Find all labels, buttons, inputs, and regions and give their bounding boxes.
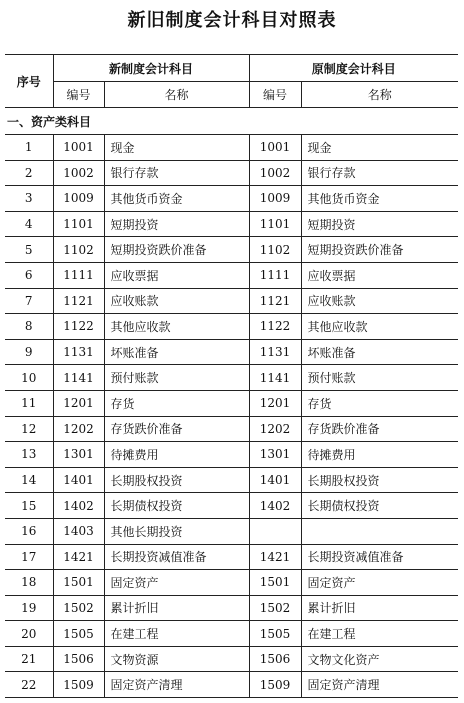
old-code-cell: 1101 bbox=[249, 211, 301, 237]
table-row bbox=[5, 544, 458, 570]
table-row bbox=[5, 493, 458, 519]
seq-cell: 20 bbox=[5, 621, 53, 647]
seq-cell: 9 bbox=[5, 339, 53, 365]
new-name-cell: 在建工程 bbox=[104, 621, 249, 647]
old-name-cell: 长期债权投资 bbox=[301, 493, 458, 519]
table-row bbox=[5, 314, 458, 340]
new-name-cell: 固定资产 bbox=[104, 570, 249, 596]
new-name-cell: 银行存款 bbox=[104, 160, 249, 186]
section-heading: 一、资产类科目 bbox=[5, 108, 458, 135]
table-row bbox=[5, 160, 458, 186]
old-code-cell: 1301 bbox=[249, 442, 301, 468]
new-name-cell: 长期投资减值准备 bbox=[104, 544, 249, 570]
old-name-cell: 存货 bbox=[301, 390, 458, 416]
new-name-cell: 长期股权投资 bbox=[104, 467, 249, 493]
old-name-cell: 短期投资跌价准备 bbox=[301, 237, 458, 263]
table-row bbox=[5, 135, 458, 161]
new-code-cell: 1505 bbox=[53, 621, 104, 647]
old-name-cell: 待摊费用 bbox=[301, 442, 458, 468]
seq-cell: 3 bbox=[5, 186, 53, 212]
seq-cell: 6 bbox=[5, 262, 53, 288]
new-code-cell: 1102 bbox=[53, 237, 104, 263]
old-code-cell: 1001 bbox=[249, 135, 301, 161]
old-name-cell: 固定资产 bbox=[301, 570, 458, 596]
seq-cell: 12 bbox=[5, 416, 53, 442]
old-name-cell: 预付账款 bbox=[301, 365, 458, 391]
page-title: 新旧制度会计科目对照表 bbox=[127, 10, 337, 31]
old-name-header: 名称 bbox=[301, 82, 458, 108]
new-code-cell: 1509 bbox=[53, 672, 104, 698]
new-code-cell: 1403 bbox=[53, 518, 104, 544]
seq-cell: 18 bbox=[5, 570, 53, 596]
old-code-cell: 1002 bbox=[249, 160, 301, 186]
new-code-header: 编号 bbox=[53, 82, 104, 108]
old-code-cell: 1509 bbox=[249, 672, 301, 698]
new-code-cell: 1101 bbox=[53, 211, 104, 237]
seq-cell: 13 bbox=[5, 442, 53, 468]
seq-cell: 17 bbox=[5, 544, 53, 570]
new-code-cell: 1121 bbox=[53, 288, 104, 314]
new-name-header: 名称 bbox=[104, 82, 249, 108]
old-name-cell bbox=[301, 518, 458, 544]
table-row bbox=[5, 288, 458, 314]
old-code-cell: 1121 bbox=[249, 288, 301, 314]
old-name-cell: 银行存款 bbox=[301, 160, 458, 186]
new-name-cell: 现金 bbox=[104, 135, 249, 161]
table-row bbox=[5, 211, 458, 237]
old-name-cell: 存货跌价准备 bbox=[301, 416, 458, 442]
new-code-cell: 1122 bbox=[53, 314, 104, 340]
seq-cell: 11 bbox=[5, 390, 53, 416]
old-code-cell: 1131 bbox=[249, 339, 301, 365]
old-system-header: 原制度会计科目 bbox=[249, 55, 458, 82]
table-row bbox=[5, 390, 458, 416]
account-comparison-table bbox=[5, 54, 458, 698]
new-code-cell: 1202 bbox=[53, 416, 104, 442]
table-row bbox=[5, 646, 458, 672]
new-name-cell: 短期投资跌价准备 bbox=[104, 237, 249, 263]
table-row bbox=[5, 262, 458, 288]
seq-cell: 8 bbox=[5, 314, 53, 340]
table-header bbox=[5, 55, 458, 108]
seq-cell: 10 bbox=[5, 365, 53, 391]
seq-cell: 21 bbox=[5, 646, 53, 672]
new-code-cell: 1002 bbox=[53, 160, 104, 186]
new-code-cell: 1501 bbox=[53, 570, 104, 596]
old-name-cell: 文物文化资产 bbox=[301, 646, 458, 672]
old-code-cell: 1009 bbox=[249, 186, 301, 212]
table-row bbox=[5, 672, 458, 698]
seq-cell: 16 bbox=[5, 518, 53, 544]
new-code-cell: 1402 bbox=[53, 493, 104, 519]
old-code-cell: 1401 bbox=[249, 467, 301, 493]
old-code-cell: 1122 bbox=[249, 314, 301, 340]
old-code-cell: 1505 bbox=[249, 621, 301, 647]
table-body bbox=[5, 108, 458, 698]
seq-cell: 7 bbox=[5, 288, 53, 314]
new-code-cell: 1401 bbox=[53, 467, 104, 493]
old-name-cell: 固定资产清理 bbox=[301, 672, 458, 698]
table-row bbox=[5, 416, 458, 442]
old-name-cell: 短期投资 bbox=[301, 211, 458, 237]
seq-cell: 14 bbox=[5, 467, 53, 493]
new-name-cell: 应收账款 bbox=[104, 288, 249, 314]
seq-cell: 5 bbox=[5, 237, 53, 263]
new-code-cell: 1301 bbox=[53, 442, 104, 468]
new-code-cell: 1502 bbox=[53, 595, 104, 621]
table-row bbox=[5, 467, 458, 493]
seq-cell: 19 bbox=[5, 595, 53, 621]
seq-cell: 22 bbox=[5, 672, 53, 698]
old-name-cell: 其他货币资金 bbox=[301, 186, 458, 212]
old-code-cell: 1506 bbox=[249, 646, 301, 672]
new-name-cell: 累计折旧 bbox=[104, 595, 249, 621]
old-code-cell: 1141 bbox=[249, 365, 301, 391]
table-row bbox=[5, 442, 458, 468]
seq-cell: 2 bbox=[5, 160, 53, 186]
old-name-cell: 长期股权投资 bbox=[301, 467, 458, 493]
new-name-cell: 其他应收款 bbox=[104, 314, 249, 340]
seq-header: 序号 bbox=[5, 55, 53, 108]
old-code-cell: 1111 bbox=[249, 262, 301, 288]
old-code-cell: 1502 bbox=[249, 595, 301, 621]
new-name-cell: 其他长期投资 bbox=[104, 518, 249, 544]
table-row bbox=[5, 339, 458, 365]
old-name-cell: 在建工程 bbox=[301, 621, 458, 647]
new-name-cell: 短期投资 bbox=[104, 211, 249, 237]
table-row bbox=[5, 365, 458, 391]
table-row bbox=[5, 186, 458, 212]
old-name-cell: 其他应收款 bbox=[301, 314, 458, 340]
new-system-header: 新制度会计科目 bbox=[53, 55, 249, 82]
new-name-cell: 长期债权投资 bbox=[104, 493, 249, 519]
old-name-cell: 应收票据 bbox=[301, 262, 458, 288]
old-code-cell: 1501 bbox=[249, 570, 301, 596]
old-code-cell: 1402 bbox=[249, 493, 301, 519]
new-name-cell: 应收票据 bbox=[104, 262, 249, 288]
table-row bbox=[5, 518, 458, 544]
old-code-cell: 1201 bbox=[249, 390, 301, 416]
old-code-cell: 1102 bbox=[249, 237, 301, 263]
table-row bbox=[5, 570, 458, 596]
table-row bbox=[5, 237, 458, 263]
seq-cell: 15 bbox=[5, 493, 53, 519]
seq-cell: 1 bbox=[5, 135, 53, 161]
old-name-cell: 累计折旧 bbox=[301, 595, 458, 621]
new-name-cell: 预付账款 bbox=[104, 365, 249, 391]
seq-cell: 4 bbox=[5, 211, 53, 237]
new-name-cell: 待摊费用 bbox=[104, 442, 249, 468]
new-name-cell: 存货跌价准备 bbox=[104, 416, 249, 442]
new-name-cell: 固定资产清理 bbox=[104, 672, 249, 698]
new-name-cell: 其他货币资金 bbox=[104, 186, 249, 212]
old-name-cell: 现金 bbox=[301, 135, 458, 161]
table-row bbox=[5, 595, 458, 621]
old-code-cell bbox=[249, 518, 301, 544]
new-code-cell: 1421 bbox=[53, 544, 104, 570]
new-name-cell: 文物资源 bbox=[104, 646, 249, 672]
new-code-cell: 1111 bbox=[53, 262, 104, 288]
new-name-cell: 坏账准备 bbox=[104, 339, 249, 365]
old-code-cell: 1421 bbox=[249, 544, 301, 570]
old-name-cell: 长期投资减值准备 bbox=[301, 544, 458, 570]
new-code-cell: 1009 bbox=[53, 186, 104, 212]
new-code-cell: 1506 bbox=[53, 646, 104, 672]
new-name-cell: 存货 bbox=[104, 390, 249, 416]
old-name-cell: 坏账准备 bbox=[301, 339, 458, 365]
new-code-cell: 1131 bbox=[53, 339, 104, 365]
table-row bbox=[5, 621, 458, 647]
old-code-cell: 1202 bbox=[249, 416, 301, 442]
new-code-cell: 1001 bbox=[53, 135, 104, 161]
new-code-cell: 1141 bbox=[53, 365, 104, 391]
new-code-cell: 1201 bbox=[53, 390, 104, 416]
old-code-header: 编号 bbox=[249, 82, 301, 108]
old-name-cell: 应收账款 bbox=[301, 288, 458, 314]
